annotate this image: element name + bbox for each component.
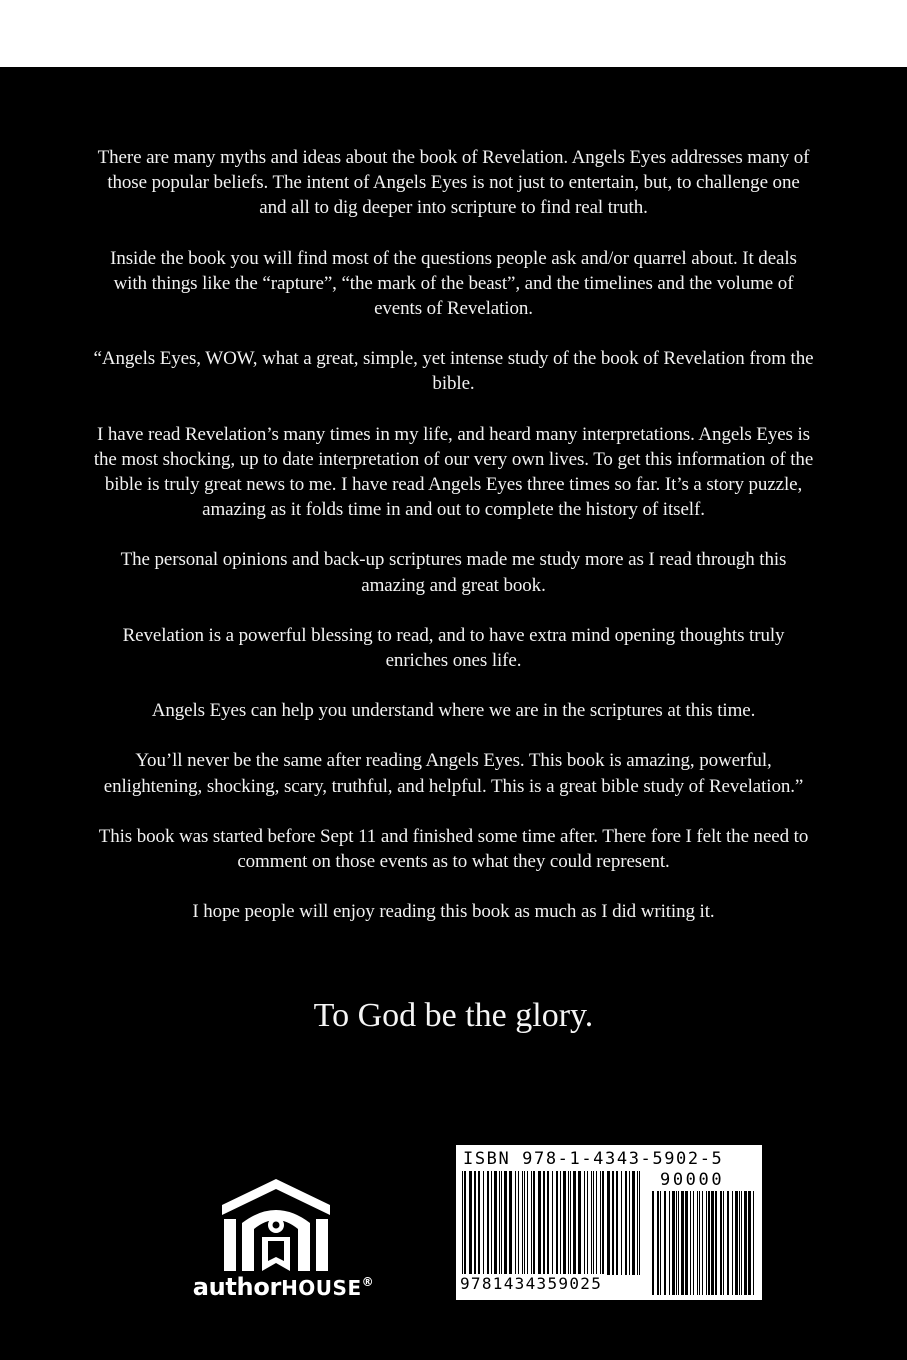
barcode-bar (533, 1171, 535, 1275)
barcode-bar (625, 1171, 627, 1275)
barcode-bar (474, 1171, 476, 1275)
barcode-addon-bar (748, 1191, 751, 1295)
barcode-bar (629, 1171, 630, 1275)
blurb-text (92, 145, 815, 949)
barcode-addon-bar (657, 1191, 659, 1295)
blurb-paragraph: Inside the book you will find most of the questions people ask and/or quarrel about. It deals with things like the “rapture”, “the mark of the beast”, and the timelines and the volume of events of Revelation. (110, 247, 797, 320)
barcode-bar (637, 1171, 638, 1275)
publisher-name-part1: author (192, 1273, 282, 1301)
publisher-name (183, 1273, 383, 1301)
barcode-bar (487, 1171, 489, 1275)
barcode-bar (563, 1171, 566, 1275)
barcode-bar (593, 1171, 594, 1275)
registered-mark: ® (361, 1275, 374, 1289)
barcode-bar (515, 1171, 516, 1275)
barcode-addon-bar (678, 1191, 679, 1295)
barcode-bar (584, 1171, 585, 1275)
blurb-paragraph: “Angels Eyes, WOW, what a great, simple, yet intense study of the book of Revelation from the bible. (93, 348, 814, 395)
barcode-addon-bar (669, 1191, 670, 1295)
barcode-bar (612, 1171, 614, 1275)
publisher-name-part2: HOUSE (281, 1276, 362, 1300)
barcode-addon-bar (753, 1191, 754, 1295)
barcode-bar (494, 1171, 497, 1275)
barcode-bar (587, 1171, 588, 1275)
top-margin (0, 0, 907, 67)
barcode-bar (556, 1171, 558, 1275)
barcode-addon-bar (739, 1191, 740, 1295)
barcode-bar (552, 1171, 553, 1275)
barcode-addon-bar (672, 1191, 675, 1295)
barcode-bar (596, 1171, 597, 1275)
barcode-addon-bar (706, 1191, 707, 1295)
barcode-addon-bar (720, 1191, 722, 1295)
barcode-bar (478, 1171, 480, 1275)
barcode-bar (469, 1171, 472, 1275)
barcode-bar (616, 1171, 618, 1275)
isbn-label: ISBN 978-1-4343-5902-5 (463, 1149, 724, 1169)
barcode-bar (607, 1171, 610, 1275)
barcode-bar (578, 1171, 581, 1275)
barcode-addon-bar (702, 1191, 703, 1295)
barcode-addon-bar (727, 1191, 729, 1295)
barcode-bar (501, 1171, 502, 1275)
barcode-bar (570, 1171, 571, 1275)
barcode-bar (621, 1171, 622, 1275)
barcode-bar (527, 1171, 528, 1275)
barcode-bar (491, 1171, 492, 1275)
barcode-addon-bar (693, 1191, 694, 1295)
barcode-bar (531, 1171, 532, 1275)
barcode-addon-bar (732, 1191, 733, 1295)
ean-digits: 9781434359025 (460, 1274, 603, 1293)
barcode-addon-bar (735, 1191, 738, 1295)
barcode-bar (632, 1171, 635, 1275)
barcode-addon-bar (652, 1191, 654, 1295)
barcode-bar (602, 1171, 604, 1275)
isbn-barcode (456, 1145, 762, 1300)
barcode-bar (547, 1171, 549, 1275)
blurb-paragraph: Angels Eyes can help you understand where we are in the scriptures at this time. (151, 700, 756, 722)
publisher-logo (183, 1175, 383, 1305)
barcode-bar (499, 1171, 500, 1275)
barcode-bar (600, 1171, 601, 1275)
barcode-bar (522, 1171, 523, 1275)
barcode-bar (464, 1171, 466, 1275)
barcode-bar (509, 1171, 512, 1275)
blurb-paragraph: The personal opinions and back-up scriptures made me study more as I read through this amazing and great book. (120, 549, 787, 596)
blurb-paragraph: You’ll never be the same after reading Angels Eyes. This book is amazing, powerful, enlightening, shocking, scary, truthful, and helpful. This is a great bible study of Revelation.” (103, 750, 804, 797)
back-cover (0, 67, 907, 1360)
barcode-bar (568, 1171, 569, 1275)
barcode-addon-bar (690, 1191, 691, 1295)
barcode-bar (538, 1171, 541, 1275)
barcode-addon-bar (660, 1191, 661, 1295)
barcode-addon-bar (699, 1191, 700, 1295)
barcode-addon-bar (715, 1191, 717, 1295)
blurb-paragraph: Revelation is a powerful blessing to read, and to have extra mind opening thoughts truly enriches ones life. (122, 624, 785, 672)
barcode-addon-bar (685, 1191, 688, 1295)
barcode-addon-bar (676, 1191, 677, 1295)
barcode-bar (462, 1171, 463, 1275)
barcode-bar (543, 1171, 545, 1275)
barcode-bar (639, 1171, 640, 1275)
barcode-addon-bar (711, 1191, 714, 1295)
closing-line: To God be the glory. (313, 997, 594, 1034)
price-code: 90000 (660, 1170, 725, 1190)
barcode-bar (560, 1171, 561, 1275)
barcode-addon-bar (741, 1191, 742, 1295)
barcode-bar (504, 1171, 507, 1275)
blurb-paragraph: I have read Revelation’s many times in my life, and heard many interpretations. Angels Eyes is the most shocking, up to date interpretation of our very own lives. To get this information of the bible is truly great news to me. I have read Angels Eyes three times so far. It’s a story puzzle, amazing as it folds time in and out to complete the history of itself. (93, 423, 814, 521)
barcode-bar (573, 1171, 576, 1275)
authorhouse-logo-icon (218, 1175, 334, 1273)
blurb-paragraph: There are many myths and ideas about the book of Revelation. Angels Eyes addresses many of those popular beliefs. The intent of Angels Eyes is not just to entertain, but, to challenge one and all to dig deeper into scripture to find real truth. (97, 147, 810, 219)
barcode-addon-bar (723, 1191, 724, 1295)
barcode-addon-bar (664, 1191, 666, 1295)
blurb-paragraph: This book was started before Sept 11 and finished some time after. There fore I felt the need to comment on those events as to what they could represent. (98, 825, 809, 873)
barcode-bar (518, 1171, 519, 1275)
barcode-addon-bar (708, 1191, 710, 1295)
barcode-bar (591, 1171, 592, 1275)
barcode-addon-bar (681, 1191, 684, 1295)
blurb-paragraph: I hope people will enjoy reading this book as much as I did writing it. (192, 901, 715, 923)
barcode-bar (524, 1171, 525, 1275)
barcode-bar (483, 1171, 484, 1275)
barcode-addon-bar (697, 1191, 698, 1295)
barcode-addon-bar (744, 1191, 747, 1295)
